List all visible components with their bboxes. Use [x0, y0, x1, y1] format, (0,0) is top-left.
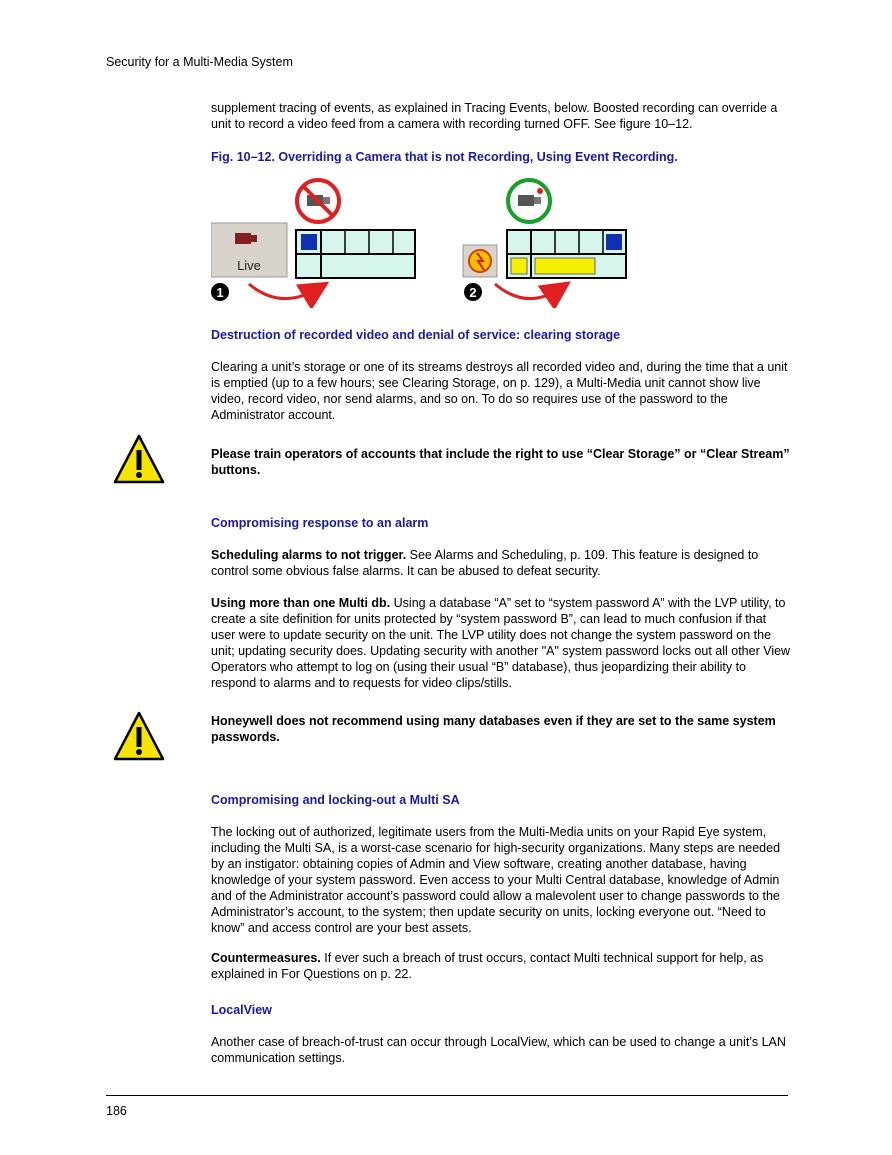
running-header: Security for a Multi-Media System [106, 55, 293, 69]
section-heading-clearing-storage: Destruction of recorded video and denial of service: clearing storage [211, 328, 621, 342]
page-number: 186 [106, 1104, 127, 1118]
warning-icon [112, 433, 166, 485]
figure-caption: Fig. 10–12. Overriding a Camera that is not Recording, Using Event Recording. [211, 150, 678, 164]
arrow-2-icon [495, 284, 561, 299]
countermeasures-lead: Countermeasures. [211, 951, 321, 965]
live-label: Live [237, 258, 261, 273]
timeline-grid-left [296, 230, 415, 278]
event-recording-icon [463, 245, 497, 277]
figure-10-12 [211, 176, 631, 308]
intro-paragraph: supplement tracing of events, as explained in Tracing Events, below. Boosted recording can override a unit to record a video feed from a camera with recording turned OFF. See figure 10–12. [211, 101, 778, 131]
arrow-1-icon [249, 284, 319, 299]
warning-clear-storage: Please train operators of accounts that include the right to use “Clear Storage” or “Clear Stream” buttons. [211, 447, 790, 477]
record-camera-icon [508, 180, 550, 222]
section-heading-localview: LocalView [211, 1003, 272, 1017]
scheduling-alarms-text: See Alarms and Scheduling, p. 109. This feature is designed to control some obvious false alarms. It can be abused to defeat security. [211, 548, 759, 578]
step-2-number: 2 [469, 285, 477, 300]
timeline-grid-right [507, 230, 626, 278]
warning-many-databases: Honeywell does not recommend using many databases even if they are set to the same system passwords. [211, 714, 776, 744]
countermeasures-text: If ever such a breach of trust occurs, contact Multi technical support for help, as explained in For Questions on p. 22. [211, 951, 764, 981]
countermeasures-paragraph [211, 950, 791, 982]
scheduling-alarms-paragraph [211, 547, 791, 579]
multi-db-text: Using a database “A” set to “system password A” with the LVP utility, to create a site definition for units protected by “system password B”, can lead to much confusion if that user were to update security on the unit. The LVP utility does not change the system password on the unit; updating security does. Updating security with another "A" system password locks out all other View Operators who attempt to log on (using their usual “B” database), thus jeopardizing their ability to respond to alarms and to requests for video clips/stills. [211, 596, 791, 690]
scheduling-alarms-lead: Scheduling alarms to not trigger. [211, 548, 407, 562]
localview-paragraph: Another case of breach-of-trust can occur through LocalView, which can be used to change a unit’s LAN communication settings. [211, 1035, 786, 1065]
step-1-number: 1 [216, 285, 224, 300]
multi-db-paragraph [211, 595, 791, 691]
no-record-camera-icon [297, 180, 339, 222]
footer-divider [106, 1095, 788, 1096]
warning-icon [112, 710, 166, 762]
section-heading-alarm-response: Compromising response to an alarm [211, 516, 429, 530]
section-heading-locking-out: Compromising and locking-out a Multi SA [211, 793, 460, 807]
clearing-storage-paragraph: Clearing a unit’s storage or one of its streams destroys all recorded video and, during the time that a unit is emptied (up to a few hours; see Clearing Storage, on p. 129), a Multi-Media unit cannot show live video, record video, nor send alarms, and so on. To do so requires use of the password to the Administrator account. [211, 360, 788, 422]
locking-out-paragraph: The locking out of authorized, legitimate users from the Multi-Media units on your Rapid Eye system, including the Multi SA, is a worst-case scenario for high-security organizations. Many steps are needed by an instigator: obtaining copies of Admin and View software, creating another database, having knowledge of your system password. Even access to your Multi Central database, knowledge of Admin and of the Administrator account’s password could allow a malevolent user to change passwords to the Administrator’s account, to the system; then update security on units, locking everyone out. “Need to know” and access control are your best assets. [211, 825, 781, 935]
multi-db-lead: Using more than one Multi db. [211, 596, 391, 610]
